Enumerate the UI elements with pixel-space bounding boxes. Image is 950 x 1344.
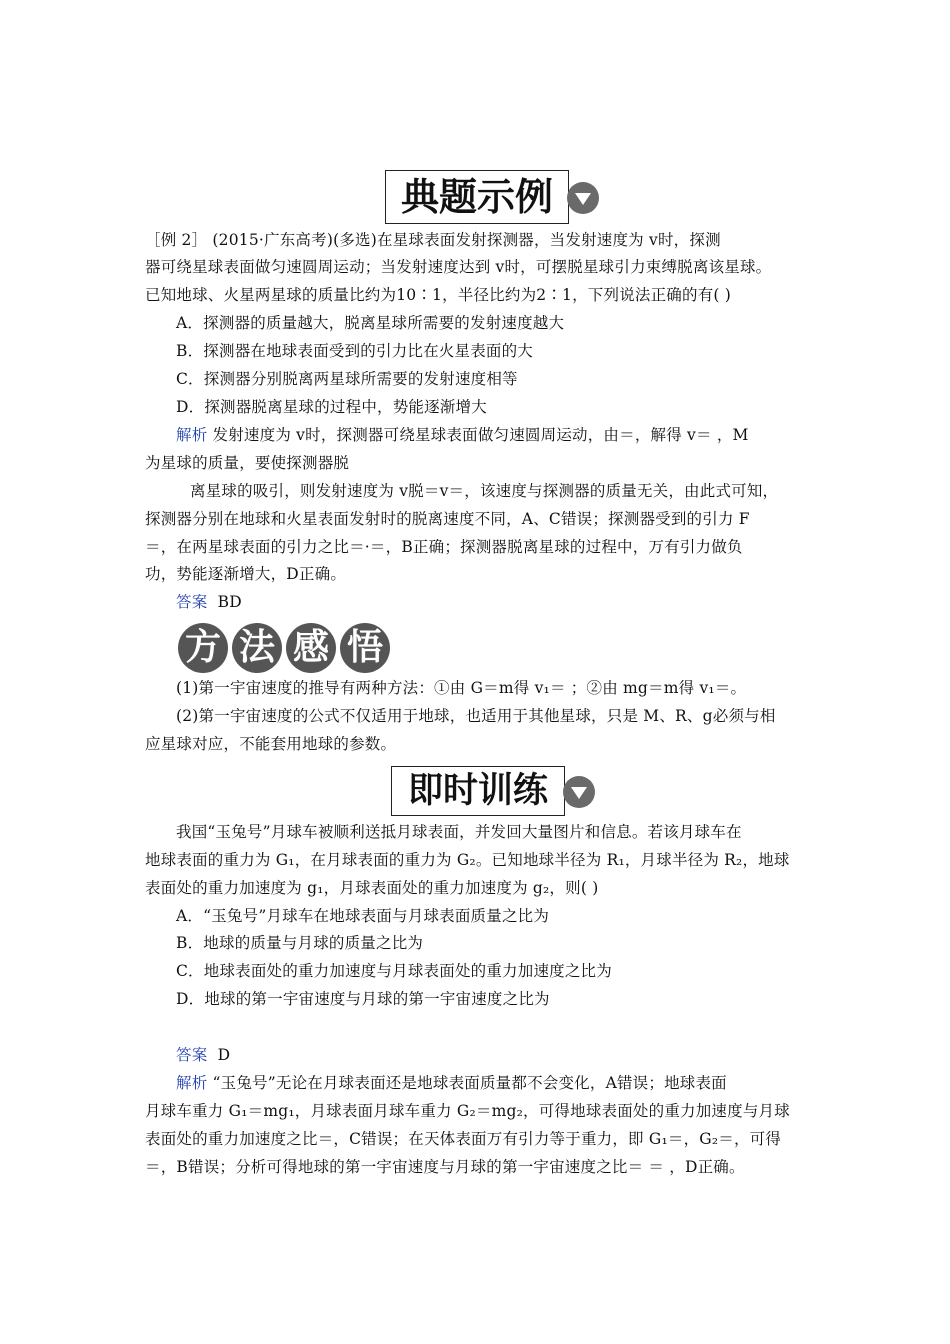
training-line-3: 表面处的重力加速度为 g₁，月球表面处的重力加速度为 g₂，则( ) — [145, 879, 599, 897]
analysis2-label: 解析 — [176, 1074, 208, 1092]
section-header-examples-text: 典题示例 — [400, 175, 553, 219]
example-option-a: A．探测器的质量越大，脱离星球所需要的发射速度越大 — [176, 314, 565, 332]
training-line-1: 我国“玉兔号”月球车被顺利送抵月球表面，并发回大量图片和信息。若该月球车在 — [176, 823, 742, 841]
example-line-2: 器可绕星球表面做匀速圆周运动；当发射速度达到 v时，可摆脱星球引力束缚脱离该星球。 — [145, 258, 772, 276]
analysis2-line-4: ＝，B错误；分析可得地球的第一宇宙速度与月球的第一宇宙速度之比＝ ＝ ，D正确。 — [145, 1158, 745, 1176]
training-option-a: A．“玉兔号”月球车在地球表面与月球表面质量之比为 — [176, 907, 550, 925]
method-char-2: 法 — [232, 623, 282, 673]
triangle-down-icon — [563, 776, 595, 808]
triangle-down-icon — [567, 182, 599, 214]
section-header-examples — [385, 170, 569, 224]
analysis1-line-3: 离星球的吸引，则发射速度为 v脱＝v＝，该速度与探测器的质量无关，由此式可知， — [190, 482, 779, 500]
example-line-3: 已知地球、火星两星球的质量比约为10∶1，半径比约为2∶1，下列说法正确的有( ) — [145, 286, 732, 304]
analysis1-text-1: 发射速度为 v时，探测器可绕星球表面做匀速圆周运动，由＝，解得 v＝ ，M — [207, 426, 749, 444]
answer2-label: 答案 — [176, 1046, 208, 1064]
method-line-1: (1)第一宇宙速度的推导有两种方法：①由 G＝m得 v₁＝ ；②由 mg＝m得 v₁＝。 — [176, 679, 747, 697]
analysis2-text-1: “玉兔号”无论在月球表面还是地球表面质量都不会变化，A错误；地球表面 — [207, 1074, 727, 1092]
example-option-c: C．探测器分别脱离两星球所需要的发射速度相等 — [176, 370, 518, 388]
analysis1-line-5: ＝，在两星球表面的引力之比＝·＝，B正确；探测器脱离星球的过程中，万有引力做负 — [145, 538, 743, 556]
analysis1-line-6: 功，势能逐渐增大，D正确。 — [145, 565, 347, 583]
method-char-1: 方 — [178, 623, 228, 673]
answer2-value: D — [217, 1046, 231, 1064]
example-option-b: B．探测器在地球表面受到的引力比在火星表面的大 — [176, 342, 533, 360]
analysis1-line-2: 为星球的质量，要使探测器脱 — [145, 454, 350, 472]
training-option-d: D．地球的第一宇宙速度与月球的第一宇宙速度之比为 — [176, 990, 550, 1008]
training-option-b: B．地球的质量与月球的质量之比为 — [176, 934, 424, 952]
method-line-2: (2)第一宇宙速度的公式不仅适用于地球，也适用于其他星球，只是 M、R、g必须与相 — [176, 707, 776, 725]
section-header-training — [391, 766, 565, 816]
answer1-line — [176, 592, 846, 612]
answer1-label: 答案 — [176, 593, 208, 611]
analysis2-line-3: 表面处的重力加速度之比＝，C错误；在天体表面万有引力等于重力，即 G₁＝，G₂＝，可得 — [145, 1130, 782, 1148]
method-char-3: 感 — [286, 623, 336, 673]
example-option-d: D．探测器脱离星球的过程中，势能逐渐增大 — [176, 398, 487, 416]
training-option-c: C．地球表面处的重力加速度与月球表面处的重力加速度之比为 — [176, 962, 612, 980]
answer1-value: BD — [217, 593, 242, 611]
analysis1-label: 解析 — [176, 426, 208, 444]
answer2-line — [176, 1045, 846, 1065]
analysis2-line-1 — [176, 1073, 846, 1093]
section-header-training-text: 即时训练 — [407, 771, 548, 811]
analysis2-line-2: 月球车重力 G₁＝mg₁，月球表面月球车重力 G₂＝mg₂，可得地球表面处的重力加速度与月球 — [145, 1102, 790, 1120]
training-line-2: 地球表面的重力为 G₁，在月球表面的重力为 G₂。已知地球半径为 R₁，月球半径为 R₂，地球 — [145, 851, 790, 869]
analysis1-line-4: 探测器分别在地球和火星表面发射时的脱离速度不同，A、C错误；探测器受到的引力 F — [145, 510, 750, 528]
example-line-1: ［例 2］ (2015·广东高考)(多选)在星球表面发射探测器，当发射速度为 v时，探测 — [145, 231, 721, 249]
method-line-3: 应星球对应，不能套用地球的参数。 — [145, 735, 397, 753]
method-char-4: 悟 — [340, 623, 390, 673]
analysis1-line-1 — [176, 425, 846, 445]
